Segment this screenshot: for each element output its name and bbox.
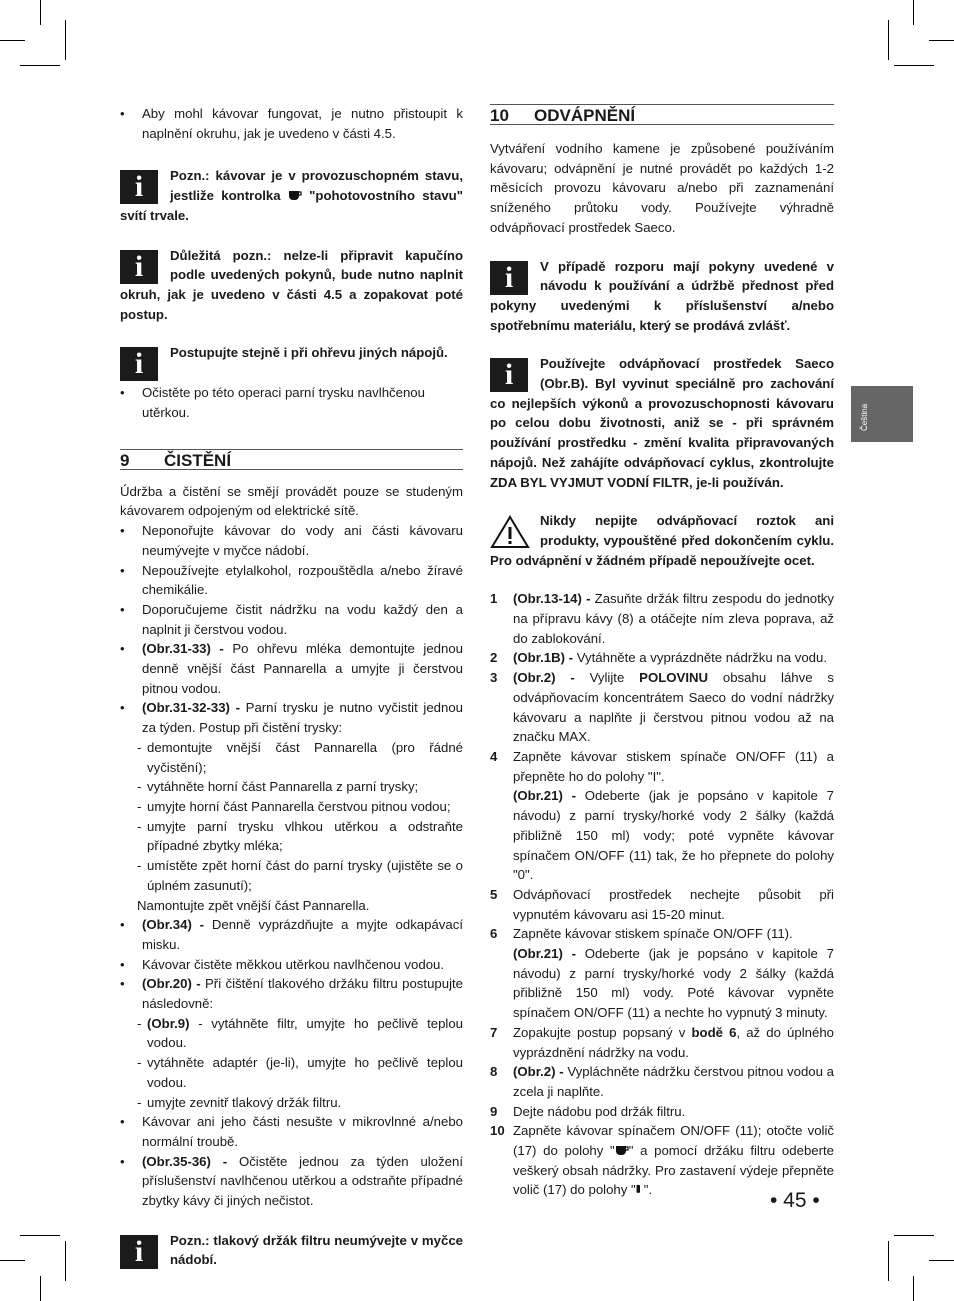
step-detail: (Obr.21) - Odeberte (jak je popsáno v kapitole 7 návodu) z parní trysky/horké vody 2 šálky (každá přibližně 150 ml) vody. Poté kávovar vypněte spínačem ON/OFF (11) a nechte ho vypnutý 3 minuty.	[513, 946, 834, 1021]
crop-mark	[888, 1241, 889, 1281]
crop-mark	[913, 0, 914, 25]
step-detail: (Obr.21) - Odeberte (jak je popsáno v kapitole 7 návodu) z parní trysky/horké vody 2 šálky (každá přibližně 150 ml) vody; poté vypněte kávovar spínačem ON/OFF (11) tak, že ho přepnete do polohy "0".	[513, 788, 834, 883]
steam-icon	[636, 1181, 644, 1195]
step-item: 3 (Obr.2) - Vylijte POLOVINU obsahu láhve s odvápňovacím koncentrátem Saeco do vodní nádržky kávovaru a naplňte ji čerstvou pitnou vodou až na značku MAX.	[490, 670, 834, 745]
step-item: 6 Zapněte kávovar stiskem spínače ON/OFF (11).	[490, 926, 793, 942]
crop-mark	[20, 1235, 60, 1236]
crop-mark	[894, 1235, 934, 1236]
list-item: • (Obr.20) - Při čištění tlakového držáku filtru postupujte následovně:	[120, 974, 463, 1013]
info-icon: i	[120, 347, 158, 381]
crop-mark	[40, 0, 41, 25]
list-item: • (Obr.35-36) - Očistěte jednou za týden uložení příslušenství navlhčenou utěrkou a odstraňte případné zbytky kávy či jiných nečistot.	[120, 1152, 463, 1211]
list-item: • Kávovar ani jeho části nesušte v mikrovlnné a/nebo normální troubě.	[120, 1112, 463, 1151]
crop-mark	[894, 65, 934, 66]
step-item: 7 Zopakujte postup popsaný v bodě 6, až do úplného vyprázdnění nádržky na vodu.	[490, 1024, 834, 1060]
section-number: 10	[490, 106, 509, 125]
crop-mark	[65, 1241, 66, 1281]
cup-icon	[288, 190, 302, 201]
info-note: i Pozn.: tlakový držák filtru neumývejte v myčce nádobí.	[120, 1231, 463, 1270]
list-item: • Očistěte po této operaci parní trysku navlhčenou utěrkou.	[120, 383, 463, 422]
sub-item: - (Obr.9) - vytáhněte filtr, umyjte ho pečlivě teplou vodou.	[120, 1014, 463, 1053]
info-icon: i	[120, 250, 158, 284]
page-number: • 45 •	[770, 1189, 820, 1212]
sub-item: - umyjte horní část Pannarella čerstvou pitnou vodou;	[120, 797, 463, 817]
info-icon: i	[490, 261, 528, 295]
info-note: i Důležitá pozn.: nelze-li připravit kapučíno podle uvedených pokynů, bude nutno naplnit okruh, jak je uvedeno v části 4.5 a zopakovat poté postup.	[120, 247, 463, 322]
list-item: • Aby mohl kávovar fungovat, je nutno přistoupit k naplnění okruhu, jak je uvedeno v části 4.5.	[120, 104, 463, 143]
crop-mark	[888, 20, 889, 60]
info-note: i Používejte odvápňovací prostředek Saeco (Obr.B). Byl vyvinut speciálně pro zachování co nejlepších výkonů a provozuschopnosti kávovaru po celou dobu životnosti, aniž se - při správném používání prostředku - změní kvalita připravovaných nápojů. Než zahájíte odvápňovací cyklus, zkontrolujte ZDA BYL VYJMUT VODNÍ FILTR, je-li používán.	[490, 356, 834, 490]
list-item: • (Obr.31-33) - Po ohřevu mléka demontujte jednou denně vnější část Pannarella a umyjte ji čerstvou pitnou vodou.	[120, 639, 463, 698]
sub-item: - vytáhněte horní část Pannarella z parní trysky;	[120, 777, 463, 797]
step-item: 1 (Obr.13-14) - Zasuňte držák filtru zespodu do jednotky na přípravu kávy (8) a otáčejte ním zleva poprava, až do zablokování.	[490, 591, 834, 646]
cup-icon	[615, 1145, 629, 1156]
section-number: 9	[120, 450, 130, 470]
language-tab-label: Čeština	[860, 403, 869, 431]
crop-mark	[20, 65, 60, 66]
sub-item: Namontujte zpět vnější část Pannarella.	[137, 897, 370, 913]
section-heading	[490, 104, 834, 125]
section-heading	[120, 449, 463, 470]
step-item: 4 Zapněte kávovar stiskem spínače ON/OFF (11) a přepněte ho do polohy "I".	[490, 748, 834, 784]
list-item: • (Obr.31-32-33) - Parní trysku je nutno vyčistit jednou za týden. Postup při čistění trysky:	[120, 698, 463, 737]
crop-mark	[929, 40, 954, 41]
info-icon: i	[490, 358, 528, 392]
crop-mark	[0, 40, 25, 41]
list-item: • Doporučujeme čistit nádržku na vodu každý den a naplnit ji čerstvou vodou.	[120, 600, 463, 639]
crop-mark	[913, 1276, 914, 1301]
list-item: • Kávovar čistěte měkkou utěrkou navlhčenou vodou.	[120, 955, 463, 975]
left-column	[120, 104, 463, 1270]
sub-item: - umyjte parní trysku vlhkou utěrkou a odstraňte případné zbytky mléka;	[120, 817, 463, 856]
info-note: i V případě rozporu mají pokyny uvedené v návodu k používání a údržbě přednost před pokyny uvedenými k příslušenství a/nebo spotřebnímu materiálu, který se prodává zvlášť.	[490, 258, 834, 333]
crop-mark	[40, 1276, 41, 1301]
section-title: ODVÁPNĚNÍ	[534, 106, 636, 125]
sub-item: - demontujte vnější část Pannarella (pro řádné vyčistění);	[120, 738, 463, 777]
step-item: 10 Zapněte kávovar spínačem ON/OFF (11); otočte volič (17) do polohy " " a pomocí držáku filtru odeberte veškerý obsah nádržky. Pro zastavení výdeje přepněte volič (17) do polohy " ".	[490, 1123, 834, 1198]
info-icon: i	[120, 1235, 158, 1269]
section-title: ČISTĚNÍ	[164, 450, 232, 470]
crop-mark	[65, 20, 66, 60]
sub-item: - umístěte zpět horní část do parní trysky (ujistěte se o úplném zasunutí);	[120, 856, 463, 895]
right-column	[490, 104, 834, 1200]
warning-note: Nikdy nepijte odvápňovací roztok ani produkty, vypouštěné před dokončením cyklu. Pro odvápnění v žádném případě nepoužívejte ocet.	[490, 513, 834, 568]
language-tab	[851, 386, 913, 442]
step-item: 5 Odvápňovací prostředek nechejte působit při vypnutém kávovaru asi 15-20 minut.	[490, 886, 834, 922]
sub-item: - umyjte zevnitř tlakový držák filtru.	[120, 1093, 463, 1113]
paragraph: Vytváření vodního kamene je způsobené používáním kávovaru; odvápnění je nutné provádět po každých 1-2 měsících provozu kávovaru a/nebo při zaznamenání sníženého průtoku vody. Používejte výhradně odvápňovací prostředek Saeco.	[490, 141, 834, 235]
info-icon: i	[120, 170, 158, 204]
warning-icon	[490, 515, 530, 549]
info-note: i Postupujte stejně i při ohřevu jiných nápojů.	[120, 343, 463, 383]
crop-mark	[0, 1260, 25, 1261]
crop-mark	[929, 1260, 954, 1261]
sub-item: - vytáhněte adaptér (je-li), umyjte ho pečlivě teplou vodou.	[120, 1053, 463, 1092]
step-item: 8 (Obr.2) - Vypláchněte nádržku čerstvou pitnou vodou a zcela ji naplňte.	[490, 1064, 835, 1099]
step-item: 9 Dejte nádobu pod držák filtru.	[490, 1103, 686, 1119]
list-item: • Nepoužívejte etylalkohol, rozpouštědla a/nebo žíravé chemikálie.	[120, 561, 463, 600]
info-note: i Pozn.: kávovar je v provozuschopném stavu, jestliže kontrolka "pohotovostního stavu" svítí trvale.	[120, 168, 463, 223]
list-item: • Neponořujte kávovar do vody ani části kávovaru neumývejte v myčce nádobí.	[120, 521, 463, 560]
list-item: • (Obr.34) - Denně vyprázdňujte a myjte odkapávací misku.	[120, 915, 463, 954]
step-item: 2 (Obr.1B) - Vytáhněte a vyprázdněte nádržku na vodu.	[490, 650, 827, 666]
paragraph: Údržba a čistění se smějí provádět pouze se studeným kávovarem odpojeným od elektrické sítě.	[120, 483, 463, 519]
